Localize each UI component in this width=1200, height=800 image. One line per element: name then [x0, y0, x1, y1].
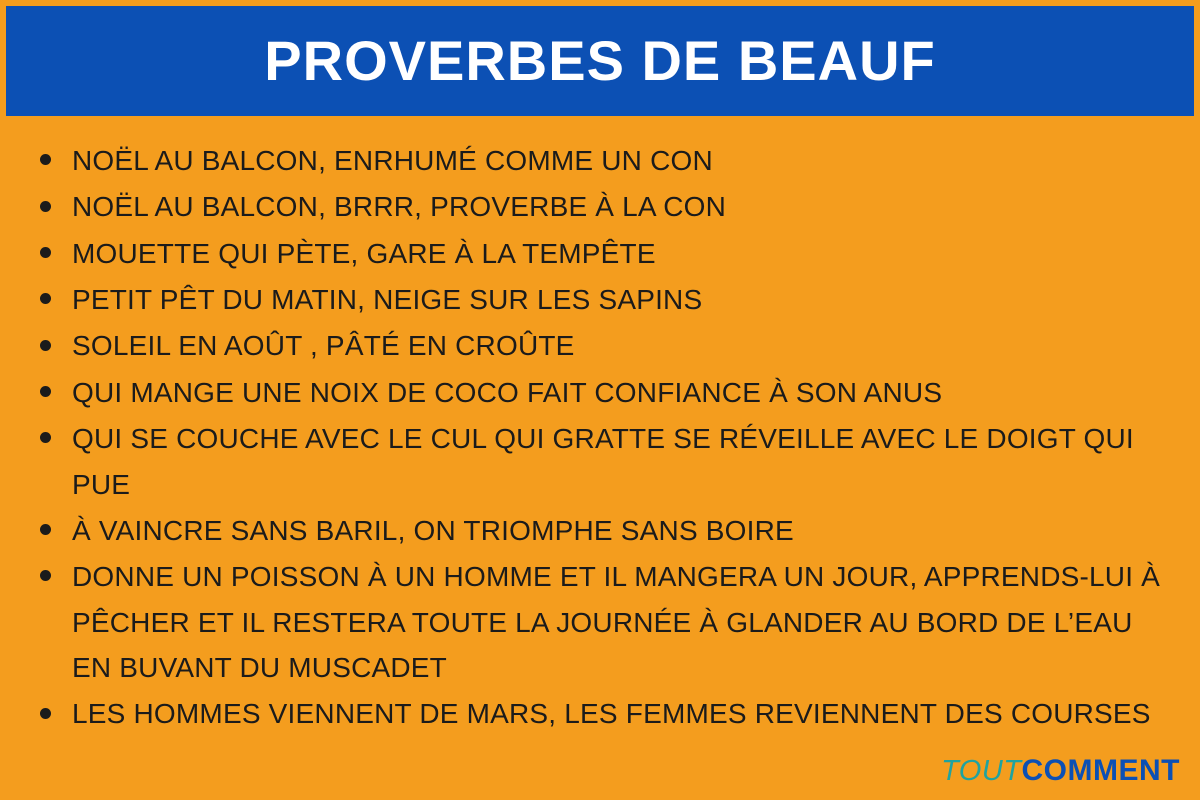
proverb-text: MOUETTE QUI PÈTE, GARE À LA TEMPÊTE [72, 237, 656, 269]
brand-logo-tout: TOUT [941, 755, 1022, 787]
bullet-icon [40, 154, 51, 165]
bullet-icon [40, 247, 51, 258]
list-item [24, 554, 1176, 690]
list-item [24, 231, 1176, 276]
proverb-text: QUI MANGE UNE NOIX DE COCO FAIT CONFIANCE À SON ANUS [72, 376, 943, 408]
list-item [24, 323, 1176, 368]
proverb-text: PETIT PÊT DU MATIN, NEIGE SUR LES SAPINS [72, 284, 703, 316]
bullet-icon [40, 524, 51, 535]
list-item [24, 370, 1176, 415]
brand-logo [941, 754, 1180, 788]
proverb-text: DONNE UN POISSON À UN HOMME ET IL MANGERA UN JOUR, APPRENDS-LUI À PÊCHER ET IL RESTERA TOUTE LA JOURNÉE À GLANDER AU BORD DE L’EAU EN BUVANT DU MUSCADET [72, 561, 1161, 683]
proverb-text: NOËL AU BALCON, BRRR, PROVERBE À LA CON [72, 191, 727, 223]
bullet-icon [40, 293, 51, 304]
bullet-icon [40, 570, 51, 581]
proverb-text: SOLEIL EN AOÛT , PÂTÉ EN CROÛTE [72, 330, 575, 362]
list-item [24, 416, 1176, 507]
bullet-icon [40, 432, 51, 443]
bullet-icon [40, 340, 51, 351]
proverb-list [24, 138, 1176, 737]
proverb-text: À VAINCRE SANS BARIL, ON TRIOMPHE SANS BOIRE [72, 514, 794, 546]
bullet-icon [40, 201, 51, 212]
bullet-icon [40, 386, 51, 397]
list-item [24, 508, 1176, 553]
page-title: PROVERBES DE BEAUF [264, 29, 936, 92]
list-item [24, 184, 1176, 229]
brand-logo-comment: COMMENT [1021, 754, 1180, 787]
bullet-icon [40, 708, 51, 719]
header-band [6, 6, 1194, 116]
proverbs-section [6, 116, 1194, 794]
list-item [24, 277, 1176, 322]
proverb-text: NOËL AU BALCON, ENRHUMÉ COMME UN CON [72, 145, 713, 176]
proverb-text: LES HOMMES VIENNENT DE MARS, LES FEMMES REVIENNENT DES COURSES [72, 698, 1151, 730]
list-item [24, 138, 1176, 183]
list-item [24, 691, 1176, 736]
proverb-text: QUI SE COUCHE AVEC LE CUL QUI GRATTE SE RÉVEILLE AVEC LE DOIGT QUI PUE [72, 423, 1134, 500]
